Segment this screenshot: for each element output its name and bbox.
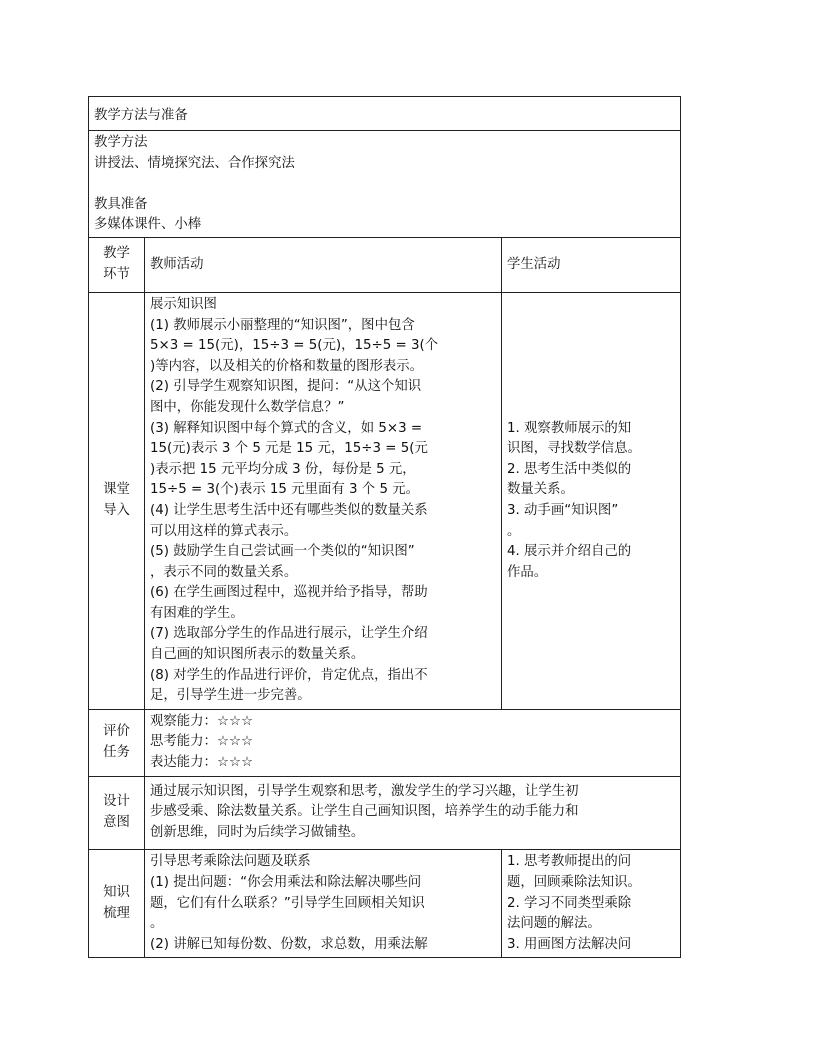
text-line: 教师活动: [150, 256, 204, 272]
text-line: 1. 思考教师提出的问: [507, 854, 632, 870]
student-header: [502, 237, 681, 292]
text-line: 学生活动: [507, 256, 561, 272]
text-line: (4) 让学生思考生活中还有哪些类似的数量关系: [150, 502, 428, 518]
intro-stage: [89, 292, 145, 709]
text-line: 足，引导学生进一步完善。: [150, 688, 311, 704]
text-line: )等内容，以及相关的价格和数量的图形表示。: [150, 358, 424, 374]
evaluation-content: [145, 709, 681, 776]
evaluation-row: [89, 709, 681, 776]
text-line: 展示知识图: [150, 296, 217, 312]
text-line: 2. 学习不同类型乘除: [507, 895, 632, 911]
rating-stars: ☆☆☆: [216, 734, 253, 750]
methods-row: [89, 131, 681, 238]
text-line: 任务: [103, 744, 130, 760]
text-line: 意图: [103, 815, 130, 831]
text-line: 知识: [103, 885, 130, 901]
text-line: 创新思维，同时为后续学习做铺垫。: [150, 824, 365, 840]
text-line: (5) 鼓励学生自己尝试画一个类似的“知识图”: [150, 544, 415, 560]
text-line: 2. 思考生活中类似的: [507, 461, 632, 477]
text-line: 1. 观察教师展示的知: [507, 420, 632, 436]
section-header-row: [89, 97, 681, 131]
methods-title: 教学方法: [94, 135, 148, 150]
text-line: (8) 对学生的作品进行评价，肯定优点，指出不: [150, 667, 428, 683]
design-row: [89, 776, 681, 850]
text-line: 题，它们有什么联系？”引导学生回顾相关知识: [150, 895, 425, 911]
lesson-plan-table: [88, 96, 681, 958]
column-header-row: [89, 237, 681, 292]
text-line: 有困难的学生。: [150, 605, 244, 621]
text-line: 设计: [103, 794, 130, 810]
text-line: 5×3 = 15(元)，15÷3 = 5(元)，15÷5 = 3(个: [150, 338, 439, 354]
intro-student-activity: [502, 292, 681, 709]
evaluation-item: 思考能力：☆☆☆: [150, 734, 253, 750]
text-line: (3) 解释知识图中每个算式的含义，如 5×3 =: [150, 420, 423, 436]
design-content: [145, 776, 681, 850]
stage-header: [89, 237, 145, 292]
knowledge-student-activity: [502, 850, 681, 958]
text-line: 法问题的解法。: [507, 916, 601, 932]
text-line: 3. 动手画“知识图”: [507, 502, 619, 518]
text-line: 。: [507, 523, 521, 539]
rating-stars: ☆☆☆: [216, 713, 253, 729]
text-line: 作品。: [507, 564, 548, 580]
text-line: 课堂: [103, 482, 130, 498]
text-line: (6) 在学生画图过程中，巡视并给予指导，帮助: [150, 585, 428, 601]
intro-row: [89, 292, 681, 709]
text-line: 识图，寻找数学信息。: [507, 441, 641, 457]
text-line: 。: [150, 916, 164, 932]
tools-content: 多媒体课件、小棒: [94, 217, 202, 233]
text-line: (1) 教师展示小丽整理的“知识图”，图中包含: [150, 317, 415, 333]
methods-content: 讲授法、情境探究法、合作探究法: [94, 155, 295, 171]
tools-title: 教具准备: [94, 196, 148, 212]
text-line: 3. 用画图方法解决问: [507, 936, 632, 952]
text-line: (7) 选取部分学生的作品进行展示，让学生介绍: [150, 626, 428, 642]
knowledge-row: [89, 850, 681, 958]
text-line: )表示把 15 元平均分成 3 份，每份是 5 元，: [150, 461, 416, 477]
text-line: 15÷5 = 3(个)表示 15 元里面有 3 个 5 元。: [150, 482, 420, 498]
text-line: 环节: [103, 266, 130, 282]
text-line: 评价: [103, 724, 130, 740]
teacher-header: [145, 237, 502, 292]
text-line: 步感受乘、除法数量关系。让学生自己画知识图，培养学生的动手能力和: [150, 804, 579, 820]
text-line: 图中，你能发现什么数学信息？”: [150, 399, 345, 415]
evaluation-item: 观察能力：☆☆☆: [150, 713, 253, 729]
text-line: 数量关系。: [507, 482, 574, 498]
section-header: 教学方法与准备: [94, 108, 188, 124]
text-line: 导入: [103, 502, 130, 518]
knowledge-stage: [89, 850, 145, 958]
text-line: 题，回顾乘除法知识。: [507, 875, 641, 890]
intro-teacher-activity: [145, 292, 502, 709]
text-line: (2) 引导学生观察知识图，提问：“从这个知识: [150, 379, 422, 395]
text-line: ，表示不同的数量关系。: [150, 564, 298, 580]
text-line: 引导思考乘除法问题及联系: [150, 854, 311, 870]
text-line: 4. 展示并介绍自己的: [507, 544, 632, 560]
text-line: (1) 提出问题：“你会用乘法和除法解决哪些问: [150, 875, 422, 890]
rating-stars: ☆☆☆: [216, 755, 253, 771]
text-line: 15(元)表示 3 个 5 元是 15 元，15÷3 = 5(元: [150, 441, 428, 457]
evaluation-stage: [89, 709, 145, 776]
text-line: 通过展示知识图，引导学生观察和思考，激发学生的学习兴趣，让学生初: [150, 783, 579, 799]
text-line: 教学: [103, 246, 130, 262]
text-line: 梳理: [103, 905, 130, 921]
text-line: 可以用这样的算式表示。: [150, 523, 298, 539]
evaluation-item: 表达能力：☆☆☆: [150, 755, 253, 771]
text-line: (2) 讲解已知每份数、份数，求总数，用乘法解: [150, 936, 428, 952]
knowledge-teacher-activity: [145, 850, 502, 958]
text-line: 自己画的知识图所表示的数量关系。: [150, 647, 365, 663]
design-stage: [89, 776, 145, 850]
